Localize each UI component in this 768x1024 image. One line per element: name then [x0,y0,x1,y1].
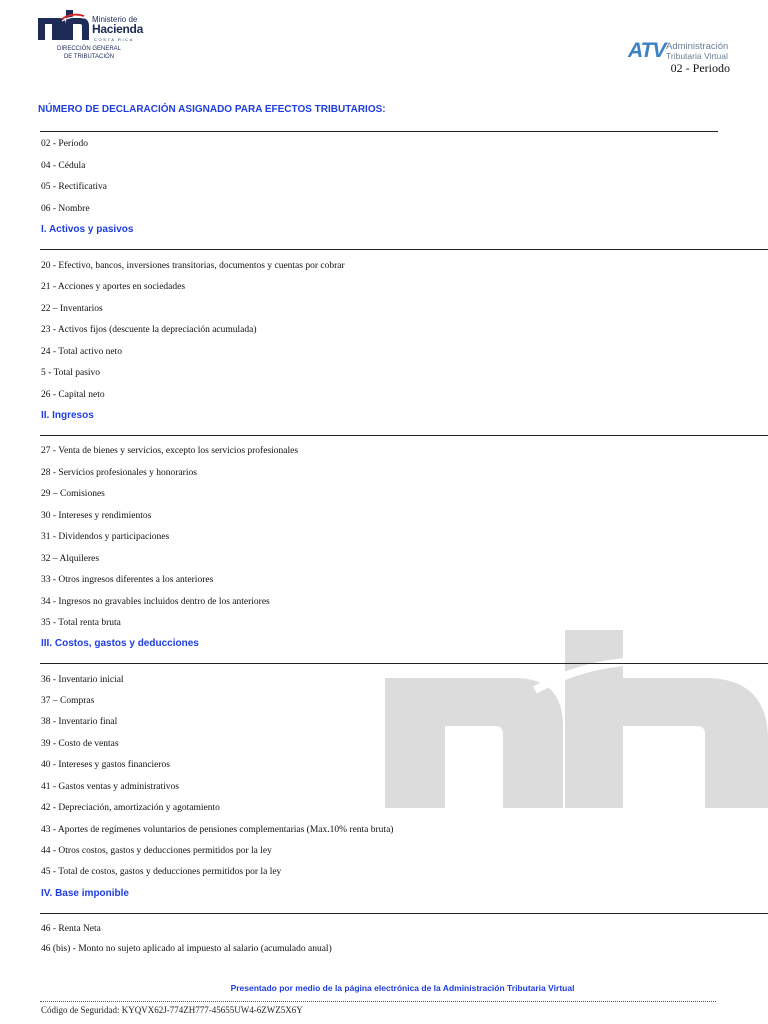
list-item: 33 - Otros ingresos diferentes a los anteriores [41,575,214,585]
list-item: 30 - Intereses y rendimientos [41,511,152,521]
list-item: 43 - Aportes de regímenes voluntarios de pensiones complementarias (Max.10% renta bruta) [41,825,394,835]
list-item: 46 (bis) - Monto no sujeto aplicado al impuesto al salario (acumulado anual) [41,944,332,954]
list-item: 5 - Total pasivo [41,368,101,378]
list-item: 22 – Inventarios [41,304,103,314]
atv-letters: ATV [628,39,666,62]
section-title-ingresos: II. Ingresos [41,410,94,421]
ministry-line3: COSTA RICA [94,37,134,42]
footer-note: Presentado por medio de la página electrónica de la Administración Tributaria Virtual [230,983,575,993]
list-item: 29 – Comisiones [41,489,105,499]
list-item: 02 - Período [41,139,88,149]
list-item: 27 - Venta de bienes y servicios, excepto los servicios profesionales [41,446,299,456]
list-item: 40 - Intereses y gastos financieros [41,760,171,770]
mh-watermark-icon [385,630,768,808]
list-item: 26 - Capital neto [41,390,105,400]
list-item: 05 - Rectificativa [41,182,107,192]
dept-line2: DE TRIBUTACIÓN [63,54,115,60]
list-item: 23 - Activos fijos (descuente la depreciación acumulada) [41,325,257,335]
section-title-costos: III. Costos, gastos y deducciones [41,638,199,649]
list-item: 45 - Total de costos, gastos y deducciones permitidos por la ley [41,867,282,877]
mh-logo-mark-icon [38,10,90,40]
ministry-line1: Ministerio de [92,15,138,24]
dept-line1: DIRECCIÓN GENERAL [56,46,121,52]
declaration-title: NÚMERO DE DECLARACIÓN ASIGNADO PARA EFECTOS TRIBUTARIOS: [38,104,386,115]
list-item: 46 - Renta Neta [41,924,101,934]
divider [40,249,768,250]
divider [40,663,768,664]
ministry-line2: Hacienda [92,22,143,36]
list-item: 41 - Gastos ventas y administrativos [41,782,179,792]
list-item: 32 – Alquileres [41,554,100,564]
dotted-divider [40,1001,716,1002]
list-item: 21 - Acciones y aportes en sociedades [41,282,186,292]
list-item: 31 - Dividendos y participaciones [41,532,170,542]
security-code: Código de Seguridad: KYQVX62J-774ZH777-45655UW4-6ZWZ5X6Y [41,1005,303,1015]
list-item: 37 – Compras [41,696,95,706]
list-item: 28 - Servicios profesionales y honorarios [41,468,197,478]
list-item: 36 - Inventario inicial [41,675,124,685]
list-item: 20 - Efectivo, bancos, inversiones transitorias, documentos y cuentas por cobrar [41,261,345,271]
divider [40,435,768,436]
list-item: 39 - Costo de ventas [41,739,119,749]
divider [40,131,718,132]
list-item: 42 - Depreciación, amortización y agotamiento [41,803,220,813]
section-title-activos: I. Activos y pasivos [41,224,134,235]
list-item: 04 - Cédula [41,161,86,171]
divider [40,913,768,914]
list-item: 38 - Inventario final [41,717,118,727]
list-item: 34 - Ingresos no gravables incluidos dentro de los anteriores [41,597,270,607]
ministerio-hacienda-logo [38,10,148,66]
atv-line1: Administración [666,41,729,52]
list-item: 44 - Otros costos, gastos y deducciones permitidos por la ley [41,846,272,856]
section-title-base-imponible: IV. Base imponible [41,888,129,899]
atv-line2: Tributaria Virtual [666,51,728,61]
list-item: 35 - Total renta bruta [41,618,121,628]
list-item: 06 - Nombre [41,204,90,214]
list-item: 24 - Total activo neto [41,347,122,357]
period-label: 02 - Periodo [670,61,730,75]
